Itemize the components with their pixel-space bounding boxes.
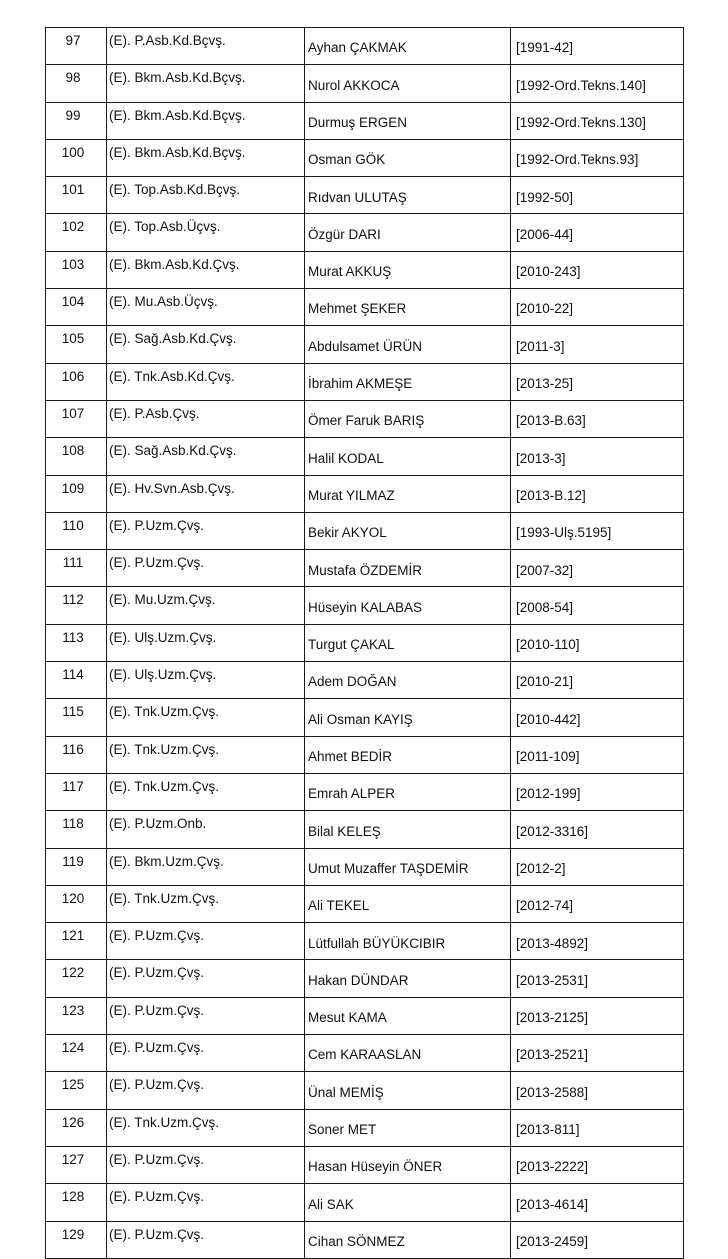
row-number-cell: 124 <box>46 1035 107 1072</box>
person-name-cell: Bekir AKYOL <box>305 512 511 549</box>
registry-code-cell: [2013-2521] <box>511 1035 684 1072</box>
registry-code-cell: [2013-4892] <box>511 923 684 960</box>
row-number-cell: 115 <box>46 699 107 736</box>
person-name-cell: İbrahim AKMEŞE <box>305 363 511 400</box>
rank-cell: (E). Tnk.Uzm.Çvş. <box>107 773 305 810</box>
row-number-cell: 101 <box>46 177 107 214</box>
personnel-table-body <box>46 28 684 1259</box>
registry-code-cell: [2006-44] <box>511 214 684 251</box>
table-row <box>46 251 684 288</box>
registry-code-cell: [1991-42] <box>511 28 684 65</box>
table-row <box>46 214 684 251</box>
table-row <box>46 1221 684 1258</box>
row-number-cell: 120 <box>46 885 107 922</box>
registry-code-cell: [2013-2459] <box>511 1221 684 1258</box>
person-name-cell: Osman GÖK <box>305 139 511 176</box>
person-name-cell: Turgut ÇAKAL <box>305 624 511 661</box>
personnel-table <box>45 27 684 1259</box>
person-name-cell: Ayhan ÇAKMAK <box>305 28 511 65</box>
row-number-cell: 108 <box>46 438 107 475</box>
registry-code-cell: [2011-3] <box>511 326 684 363</box>
rank-cell: (E). Ulş.Uzm.Çvş. <box>107 624 305 661</box>
registry-code-cell: [2007-32] <box>511 550 684 587</box>
rank-cell: (E). Bkm.Asb.Kd.Bçvş. <box>107 65 305 102</box>
rank-cell: (E). P.Uzm.Onb. <box>107 811 305 848</box>
rank-cell: (E). P.Asb.Çvş. <box>107 400 305 437</box>
person-name-cell: Nurol AKKOCA <box>305 65 511 102</box>
registry-code-cell: [2013-3] <box>511 438 684 475</box>
rank-cell: (E). P.Uzm.Çvş. <box>107 1184 305 1221</box>
table-row <box>46 960 684 997</box>
table-row <box>46 662 684 699</box>
rank-cell: (E). Bkm.Uzm.Çvş. <box>107 848 305 885</box>
table-row <box>46 438 684 475</box>
row-number-cell: 127 <box>46 1146 107 1183</box>
person-name-cell: Adem DOĞAN <box>305 662 511 699</box>
person-name-cell: Hasan Hüseyin ÖNER <box>305 1146 511 1183</box>
rank-cell: (E). P.Uzm.Çvş. <box>107 960 305 997</box>
row-number-cell: 104 <box>46 289 107 326</box>
registry-code-cell: [2012-74] <box>511 885 684 922</box>
person-name-cell: Mesut KAMA <box>305 997 511 1034</box>
table-row <box>46 289 684 326</box>
rank-cell: (E). Tnk.Uzm.Çvş. <box>107 736 305 773</box>
registry-code-cell: [1992-Ord.Tekns.130] <box>511 102 684 139</box>
registry-code-cell: [2013-B.12] <box>511 475 684 512</box>
registry-code-cell: [2013-2531] <box>511 960 684 997</box>
rank-cell: (E). Tnk.Uzm.Çvş. <box>107 885 305 922</box>
row-number-cell: 97 <box>46 28 107 65</box>
row-number-cell: 100 <box>46 139 107 176</box>
table-row <box>46 923 684 960</box>
rank-cell: (E). Bkm.Asb.Kd.Bçvş. <box>107 102 305 139</box>
table-row <box>46 550 684 587</box>
table-row <box>46 102 684 139</box>
person-name-cell: Mehmet ŞEKER <box>305 289 511 326</box>
row-number-cell: 98 <box>46 65 107 102</box>
registry-code-cell: [2011-109] <box>511 736 684 773</box>
row-number-cell: 125 <box>46 1072 107 1109</box>
person-name-cell: Halil KODAL <box>305 438 511 475</box>
person-name-cell: Hüseyin KALABAS <box>305 587 511 624</box>
table-row <box>46 699 684 736</box>
rank-cell: (E). Sağ.Asb.Kd.Çvş. <box>107 326 305 363</box>
person-name-cell: Ali Osman KAYIŞ <box>305 699 511 736</box>
row-number-cell: 110 <box>46 512 107 549</box>
registry-code-cell: [1993-Ulş.5195] <box>511 512 684 549</box>
person-name-cell: Soner MET <box>305 1109 511 1146</box>
person-name-cell: Ali TEKEL <box>305 885 511 922</box>
registry-code-cell: [2010-22] <box>511 289 684 326</box>
registry-code-cell: [2012-199] <box>511 773 684 810</box>
registry-code-cell: [2013-25] <box>511 363 684 400</box>
row-number-cell: 106 <box>46 363 107 400</box>
registry-code-cell: [2008-54] <box>511 587 684 624</box>
table-row <box>46 1072 684 1109</box>
registry-code-cell: [2010-110] <box>511 624 684 661</box>
row-number-cell: 117 <box>46 773 107 810</box>
table-row <box>46 624 684 661</box>
row-number-cell: 122 <box>46 960 107 997</box>
table-row <box>46 363 684 400</box>
row-number-cell: 103 <box>46 251 107 288</box>
row-number-cell: 102 <box>46 214 107 251</box>
table-row <box>46 811 684 848</box>
registry-code-cell: [2013-4614] <box>511 1184 684 1221</box>
registry-code-cell: [2013-2588] <box>511 1072 684 1109</box>
row-number-cell: 128 <box>46 1184 107 1221</box>
person-name-cell: Murat YILMAZ <box>305 475 511 512</box>
person-name-cell: Lütfullah BÜYÜKCIBIR <box>305 923 511 960</box>
rank-cell: (E). Tnk.Asb.Kd.Çvş. <box>107 363 305 400</box>
rank-cell: (E). P.Uzm.Çvş. <box>107 1221 305 1258</box>
person-name-cell: Bilal KELEŞ <box>305 811 511 848</box>
registry-code-cell: [1992-Ord.Tekns.140] <box>511 65 684 102</box>
table-row <box>46 773 684 810</box>
row-number-cell: 105 <box>46 326 107 363</box>
rank-cell: (E). Bkm.Asb.Kd.Bçvş. <box>107 139 305 176</box>
registry-code-cell: [2012-3316] <box>511 811 684 848</box>
row-number-cell: 116 <box>46 736 107 773</box>
person-name-cell: Özgür DARI <box>305 214 511 251</box>
registry-code-cell: [2012-2] <box>511 848 684 885</box>
person-name-cell: Cihan SÖNMEZ <box>305 1221 511 1258</box>
table-row <box>46 177 684 214</box>
row-number-cell: 123 <box>46 997 107 1034</box>
rank-cell: (E). Tnk.Uzm.Çvş. <box>107 699 305 736</box>
row-number-cell: 113 <box>46 624 107 661</box>
rank-cell: (E). P.Uzm.Çvş. <box>107 997 305 1034</box>
person-name-cell: Ömer Faruk BARIŞ <box>305 400 511 437</box>
registry-code-cell: [2013-811] <box>511 1109 684 1146</box>
rank-cell: (E). Bkm.Asb.Kd.Çvş. <box>107 251 305 288</box>
registry-code-cell: [2013-2125] <box>511 997 684 1034</box>
rank-cell: (E). P.Uzm.Çvş. <box>107 1072 305 1109</box>
rank-cell: (E). Mu.Uzm.Çvş. <box>107 587 305 624</box>
person-name-cell: Ahmet BEDİR <box>305 736 511 773</box>
table-row <box>46 1184 684 1221</box>
row-number-cell: 109 <box>46 475 107 512</box>
row-number-cell: 129 <box>46 1221 107 1258</box>
table-row <box>46 28 684 65</box>
person-name-cell: Emrah ALPER <box>305 773 511 810</box>
rank-cell: (E). P.Uzm.Çvş. <box>107 512 305 549</box>
row-number-cell: 112 <box>46 587 107 624</box>
table-row <box>46 997 684 1034</box>
person-name-cell: Cem KARAASLAN <box>305 1035 511 1072</box>
table-row <box>46 65 684 102</box>
row-number-cell: 118 <box>46 811 107 848</box>
registry-code-cell: [1992-50] <box>511 177 684 214</box>
rank-cell: (E). Tnk.Uzm.Çvş. <box>107 1109 305 1146</box>
person-name-cell: Ünal MEMİŞ <box>305 1072 511 1109</box>
person-name-cell: Ali SAK <box>305 1184 511 1221</box>
rank-cell: (E). P.Uzm.Çvş. <box>107 1035 305 1072</box>
registry-code-cell: [2010-21] <box>511 662 684 699</box>
rank-cell: (E). P.Uzm.Çvş. <box>107 550 305 587</box>
rank-cell: (E). Sağ.Asb.Kd.Çvş. <box>107 438 305 475</box>
rank-cell: (E). Hv.Svn.Asb.Çvş. <box>107 475 305 512</box>
table-row <box>46 400 684 437</box>
rank-cell: (E). Mu.Asb.Üçvş. <box>107 289 305 326</box>
document-page <box>45 27 683 1259</box>
row-number-cell: 111 <box>46 550 107 587</box>
registry-code-cell: [2013-B.63] <box>511 400 684 437</box>
row-number-cell: 107 <box>46 400 107 437</box>
row-number-cell: 119 <box>46 848 107 885</box>
person-name-cell: Murat AKKUŞ <box>305 251 511 288</box>
person-name-cell: Rıdvan ULUTAŞ <box>305 177 511 214</box>
row-number-cell: 126 <box>46 1109 107 1146</box>
table-row <box>46 736 684 773</box>
person-name-cell: Durmuş ERGEN <box>305 102 511 139</box>
table-row <box>46 1035 684 1072</box>
rank-cell: (E). Top.Asb.Kd.Bçvş. <box>107 177 305 214</box>
registry-code-cell: [2013-2222] <box>511 1146 684 1183</box>
registry-code-cell: [1992-Ord.Tekns.93] <box>511 139 684 176</box>
rank-cell: (E). P.Uzm.Çvş. <box>107 1146 305 1183</box>
rank-cell: (E). P.Uzm.Çvş. <box>107 923 305 960</box>
rank-cell: (E). Ulş.Uzm.Çvş. <box>107 662 305 699</box>
table-row <box>46 475 684 512</box>
row-number-cell: 121 <box>46 923 107 960</box>
person-name-cell: Mustafa ÖZDEMİR <box>305 550 511 587</box>
registry-code-cell: [2010-442] <box>511 699 684 736</box>
person-name-cell: Hakan DÜNDAR <box>305 960 511 997</box>
table-row <box>46 512 684 549</box>
table-row <box>46 326 684 363</box>
registry-code-cell: [2010-243] <box>511 251 684 288</box>
table-row <box>46 587 684 624</box>
rank-cell: (E). Top.Asb.Üçvş. <box>107 214 305 251</box>
row-number-cell: 114 <box>46 662 107 699</box>
rank-cell: (E). P.Asb.Kd.Bçvş. <box>107 28 305 65</box>
table-row <box>46 139 684 176</box>
person-name-cell: Umut Muzaffer TAŞDEMİR <box>305 848 511 885</box>
table-row <box>46 848 684 885</box>
row-number-cell: 99 <box>46 102 107 139</box>
table-row <box>46 885 684 922</box>
table-row <box>46 1146 684 1183</box>
person-name-cell: Abdulsamet ÜRÜN <box>305 326 511 363</box>
